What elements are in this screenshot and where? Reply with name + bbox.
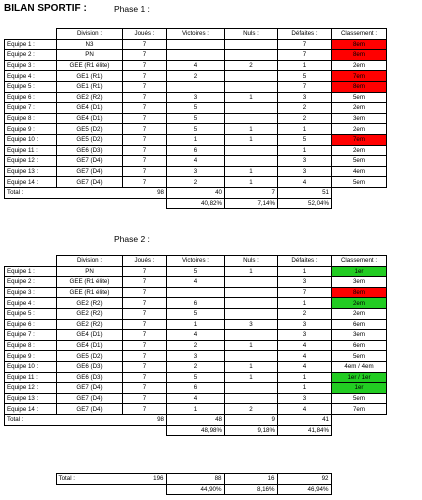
draws-cell: 1 bbox=[225, 340, 278, 351]
team-name: Equipe 12 : bbox=[5, 156, 57, 167]
team-name: Equipe 10 : bbox=[5, 361, 57, 372]
total-losses: 41 bbox=[278, 414, 332, 425]
team-row bbox=[5, 81, 387, 92]
spacer-cell bbox=[332, 414, 387, 425]
losses-cell: 1 bbox=[278, 266, 332, 277]
played-cell: 7 bbox=[123, 60, 167, 71]
ranking-header: Classement : bbox=[332, 256, 387, 267]
grand-total-losses-pct: 46,94% bbox=[277, 484, 331, 495]
team-row bbox=[5, 277, 387, 288]
division-cell: GEE (R1 élite) bbox=[57, 287, 123, 298]
draws-cell bbox=[225, 298, 278, 309]
wins-cell: 4 bbox=[167, 156, 225, 167]
losses-cell: 4 bbox=[278, 361, 332, 372]
draws-header: Nuls : bbox=[225, 29, 278, 40]
team-name: Equipe 1 : bbox=[5, 266, 57, 277]
team-row bbox=[5, 330, 387, 341]
wins-cell: 6 bbox=[167, 298, 225, 309]
wins-cell: 4 bbox=[167, 60, 225, 71]
losses-cell: 1 bbox=[278, 124, 332, 135]
team-name: Equipe 9 : bbox=[5, 124, 57, 135]
ranking-cell: 4em / 4em bbox=[332, 361, 387, 372]
team-name: Equipe 1 : bbox=[5, 39, 57, 50]
wins-cell: 4 bbox=[167, 277, 225, 288]
team-name: Equipe 11 : bbox=[5, 372, 57, 383]
team-row bbox=[5, 372, 387, 383]
grand-total-played: 196 bbox=[122, 474, 166, 485]
draws-header: Nuls : bbox=[225, 256, 278, 267]
spacer-cell bbox=[5, 256, 57, 267]
wins-cell: 2 bbox=[167, 361, 225, 372]
ranking-cell: 7em bbox=[332, 134, 387, 145]
ranking-cell: 3em bbox=[332, 330, 387, 341]
wins-cell: 5 bbox=[167, 372, 225, 383]
team-name: Equipe 14 : bbox=[5, 404, 57, 415]
total-draws: 7 bbox=[225, 187, 278, 198]
team-row bbox=[5, 287, 387, 298]
team-name: Equipe 3 : bbox=[5, 287, 57, 298]
division-cell: GE7 (D4) bbox=[57, 404, 123, 415]
wins-cell: 4 bbox=[167, 393, 225, 404]
played-cell: 7 bbox=[123, 330, 167, 341]
team-name: Equipe 5 : bbox=[5, 81, 57, 92]
played-cell: 7 bbox=[123, 351, 167, 362]
ranking-cell: 8em bbox=[332, 39, 387, 50]
losses-cell: 2 bbox=[278, 103, 332, 114]
phase2-label: Phase 2 : bbox=[114, 234, 150, 244]
played-cell: 7 bbox=[123, 340, 167, 351]
spacer-cell bbox=[4, 474, 56, 485]
wins-cell: 2 bbox=[167, 71, 225, 82]
total-played: 98 bbox=[123, 414, 167, 425]
phase2-table bbox=[4, 255, 387, 436]
ranking-cell: 2em bbox=[332, 298, 387, 309]
draws-cell: 1 bbox=[225, 134, 278, 145]
division-cell: GE2 (R2) bbox=[57, 298, 123, 309]
ranking-cell: 3em bbox=[332, 113, 387, 124]
losses-cell: 1 bbox=[278, 145, 332, 156]
played-cell: 7 bbox=[123, 319, 167, 330]
header-row bbox=[5, 29, 387, 40]
wins-cell: 5 bbox=[167, 266, 225, 277]
losses-cell: 4 bbox=[278, 340, 332, 351]
draws-cell: 1 bbox=[225, 166, 278, 177]
division-cell: GE1 (R1) bbox=[57, 71, 123, 82]
division-cell: GE4 (D1) bbox=[57, 340, 123, 351]
total-wins: 40 bbox=[167, 187, 225, 198]
draws-cell bbox=[225, 351, 278, 362]
played-cell: 7 bbox=[123, 277, 167, 288]
team-name: Equipe 10 : bbox=[5, 134, 57, 145]
ranking-cell: 7em bbox=[332, 404, 387, 415]
played-cell: 7 bbox=[123, 308, 167, 319]
total-row bbox=[5, 187, 387, 198]
team-name: Equipe 8 : bbox=[5, 340, 57, 351]
total-played: 98 bbox=[123, 187, 167, 198]
team-name: Equipe 11 : bbox=[5, 145, 57, 156]
team-name: Equipe 4 : bbox=[5, 71, 57, 82]
played-cell: 7 bbox=[123, 50, 167, 61]
division-cell: GE4 (D1) bbox=[57, 113, 123, 124]
wins-cell: 6 bbox=[167, 145, 225, 156]
played-cell: 7 bbox=[123, 287, 167, 298]
wins-cell: 3 bbox=[167, 166, 225, 177]
team-row bbox=[5, 166, 387, 177]
draws-cell: 1 bbox=[225, 177, 278, 188]
team-row bbox=[5, 39, 387, 50]
team-name: Equipe 2 : bbox=[5, 277, 57, 288]
played-cell: 7 bbox=[123, 71, 167, 82]
team-row bbox=[5, 60, 387, 71]
phase1-label: Phase 1 : bbox=[114, 4, 150, 14]
draws-cell bbox=[225, 308, 278, 319]
wins-cell: 1 bbox=[167, 319, 225, 330]
team-row bbox=[5, 124, 387, 135]
ranking-cell: 2em bbox=[332, 103, 387, 114]
draws-cell bbox=[225, 113, 278, 124]
ranking-cell: 2em bbox=[332, 145, 387, 156]
team-row bbox=[5, 308, 387, 319]
losses-cell: 3 bbox=[278, 156, 332, 167]
losses-cell: 1 bbox=[278, 298, 332, 309]
grand-total-wins: 88 bbox=[166, 474, 224, 485]
spacer-cell bbox=[57, 425, 123, 436]
ranking-cell: 5em bbox=[332, 351, 387, 362]
division-cell: GE5 (D2) bbox=[57, 124, 123, 135]
page-title: BILAN SPORTIF : bbox=[4, 3, 87, 14]
division-cell: GE7 (D4) bbox=[57, 383, 123, 394]
losses-cell: 7 bbox=[278, 39, 332, 50]
spacer-cell bbox=[332, 425, 387, 436]
wins-cell: 5 bbox=[167, 308, 225, 319]
wins-cell: 5 bbox=[167, 124, 225, 135]
losses-cell: 4 bbox=[278, 404, 332, 415]
ranking-cell: 4em bbox=[332, 166, 387, 177]
ranking-cell: 8em bbox=[332, 287, 387, 298]
total-draws: 9 bbox=[225, 414, 278, 425]
division-cell: GE6 (D3) bbox=[57, 361, 123, 372]
team-name: Equipe 5 : bbox=[5, 308, 57, 319]
wins-pct: 40,82% bbox=[167, 198, 225, 209]
draws-cell bbox=[225, 383, 278, 394]
losses-cell: 1 bbox=[278, 383, 332, 394]
draws-cell bbox=[225, 50, 278, 61]
draws-pct: 7,14% bbox=[225, 198, 278, 209]
ranking-cell: 8em bbox=[332, 50, 387, 61]
grand-total-pct-row bbox=[4, 484, 331, 495]
team-name: Equipe 13 : bbox=[5, 166, 57, 177]
spacer-cell bbox=[57, 414, 123, 425]
played-cell: 7 bbox=[123, 92, 167, 103]
ranking-cell: 1er / 1er bbox=[332, 372, 387, 383]
team-row bbox=[5, 103, 387, 114]
played-cell: 7 bbox=[123, 393, 167, 404]
division-cell: PN bbox=[57, 266, 123, 277]
spacer-cell bbox=[5, 29, 57, 40]
draws-cell bbox=[225, 393, 278, 404]
wins-cell: 3 bbox=[167, 351, 225, 362]
division-cell: GE2 (R2) bbox=[57, 319, 123, 330]
division-cell: GE6 (D3) bbox=[57, 145, 123, 156]
total-losses: 51 bbox=[278, 187, 332, 198]
played-cell: 7 bbox=[123, 383, 167, 394]
pct-row bbox=[5, 198, 387, 209]
played-cell: 7 bbox=[123, 103, 167, 114]
team-name: Equipe 8 : bbox=[5, 113, 57, 124]
ranking-cell: 2em bbox=[332, 308, 387, 319]
grand-total-label: Total : bbox=[56, 474, 122, 485]
ranking-cell: 5em bbox=[332, 156, 387, 167]
played-cell: 7 bbox=[123, 39, 167, 50]
team-row bbox=[5, 319, 387, 330]
team-row bbox=[5, 134, 387, 145]
team-row bbox=[5, 145, 387, 156]
team-name: Equipe 7 : bbox=[5, 103, 57, 114]
division-cell: N3 bbox=[57, 39, 123, 50]
team-row bbox=[5, 71, 387, 82]
losses-cell: 3 bbox=[278, 330, 332, 341]
team-name: Equipe 4 : bbox=[5, 298, 57, 309]
wins-header: Victoires : bbox=[167, 256, 225, 267]
team-name: Equipe 6 : bbox=[5, 319, 57, 330]
draws-pct: 9,18% bbox=[225, 425, 278, 436]
losses-cell: 5 bbox=[278, 71, 332, 82]
team-name: Equipe 7 : bbox=[5, 330, 57, 341]
wins-cell: 2 bbox=[167, 177, 225, 188]
draws-cell bbox=[225, 71, 278, 82]
losses-cell: 1 bbox=[278, 372, 332, 383]
spacer-cell bbox=[123, 198, 167, 209]
losses-cell: 7 bbox=[278, 81, 332, 92]
draws-cell: 2 bbox=[225, 404, 278, 415]
division-header: Division : bbox=[57, 29, 123, 40]
division-cell: GE4 (D1) bbox=[57, 330, 123, 341]
division-cell: GEE (R1 élite) bbox=[57, 277, 123, 288]
team-row bbox=[5, 177, 387, 188]
wins-header: Victoires : bbox=[167, 29, 225, 40]
division-cell: GE5 (D2) bbox=[57, 134, 123, 145]
losses-pct: 41,84% bbox=[278, 425, 332, 436]
draws-cell: 2 bbox=[225, 60, 278, 71]
draws-cell: 1 bbox=[225, 92, 278, 103]
division-cell: GEE (R1 élite) bbox=[57, 60, 123, 71]
total-label: Total : bbox=[5, 414, 57, 425]
losses-cell: 3 bbox=[278, 92, 332, 103]
division-cell: GE6 (D3) bbox=[57, 372, 123, 383]
played-cell: 7 bbox=[123, 156, 167, 167]
spacer-cell bbox=[5, 425, 57, 436]
grand-total-draws-pct: 8,16% bbox=[224, 484, 277, 495]
spacer-cell bbox=[332, 187, 387, 198]
ranking-cell: 2em bbox=[332, 124, 387, 135]
division-header: Division : bbox=[57, 256, 123, 267]
wins-cell: 5 bbox=[167, 103, 225, 114]
division-cell: GE7 (D4) bbox=[57, 156, 123, 167]
wins-cell bbox=[167, 50, 225, 61]
spacer-cell bbox=[5, 198, 57, 209]
division-cell: GE2 (R2) bbox=[57, 92, 123, 103]
team-row bbox=[5, 404, 387, 415]
draws-cell bbox=[225, 330, 278, 341]
team-row bbox=[5, 92, 387, 103]
team-name: Equipe 12 : bbox=[5, 383, 57, 394]
played-cell: 7 bbox=[123, 177, 167, 188]
team-row bbox=[5, 298, 387, 309]
wins-cell bbox=[167, 81, 225, 92]
wins-cell: 2 bbox=[167, 340, 225, 351]
played-cell: 7 bbox=[123, 145, 167, 156]
draws-cell bbox=[225, 103, 278, 114]
played-cell: 7 bbox=[123, 266, 167, 277]
played-header: Joués : bbox=[123, 256, 167, 267]
team-name: Equipe 13 : bbox=[5, 393, 57, 404]
wins-cell: 3 bbox=[167, 92, 225, 103]
losses-cell: 7 bbox=[278, 50, 332, 61]
phase1-table bbox=[4, 28, 387, 209]
grand-total-row bbox=[4, 474, 331, 485]
ranking-cell: 8em bbox=[332, 81, 387, 92]
losses-cell: 4 bbox=[278, 351, 332, 362]
ranking-cell: 5em bbox=[332, 92, 387, 103]
team-row bbox=[5, 361, 387, 372]
division-cell: PN bbox=[57, 50, 123, 61]
total-label: Total : bbox=[5, 187, 57, 198]
played-cell: 7 bbox=[123, 361, 167, 372]
division-cell: GE7 (D4) bbox=[57, 177, 123, 188]
pct-row bbox=[5, 425, 387, 436]
division-cell: GE7 (D4) bbox=[57, 393, 123, 404]
team-row bbox=[5, 393, 387, 404]
wins-cell: 5 bbox=[167, 113, 225, 124]
team-row bbox=[5, 156, 387, 167]
team-row bbox=[5, 383, 387, 394]
draws-cell: 1 bbox=[225, 361, 278, 372]
draws-cell bbox=[225, 81, 278, 92]
losses-cell: 5 bbox=[278, 134, 332, 145]
wins-cell: 1 bbox=[167, 404, 225, 415]
ranking-cell: 5em bbox=[332, 393, 387, 404]
team-row bbox=[5, 50, 387, 61]
team-row bbox=[5, 340, 387, 351]
team-name: Equipe 14 : bbox=[5, 177, 57, 188]
wins-cell: 1 bbox=[167, 134, 225, 145]
losses-cell: 3 bbox=[278, 277, 332, 288]
division-cell: GE5 (D2) bbox=[57, 351, 123, 362]
spacer-cell bbox=[332, 198, 387, 209]
spacer-cell bbox=[123, 425, 167, 436]
division-cell: GE1 (R1) bbox=[57, 81, 123, 92]
played-cell: 7 bbox=[123, 113, 167, 124]
losses-header: Défaites : bbox=[278, 256, 332, 267]
team-name: Equipe 2 : bbox=[5, 50, 57, 61]
played-cell: 7 bbox=[123, 134, 167, 145]
draws-cell: 1 bbox=[225, 372, 278, 383]
grand-total-wins-pct: 44,90% bbox=[166, 484, 224, 495]
division-cell: GE4 (D1) bbox=[57, 103, 123, 114]
losses-cell: 3 bbox=[278, 166, 332, 177]
wins-cell: 4 bbox=[167, 330, 225, 341]
draws-cell: 3 bbox=[225, 319, 278, 330]
team-row bbox=[5, 113, 387, 124]
played-cell: 7 bbox=[123, 81, 167, 92]
team-row bbox=[5, 266, 387, 277]
total-wins: 48 bbox=[167, 414, 225, 425]
losses-header: Défaites : bbox=[278, 29, 332, 40]
ranking-cell: 5em bbox=[332, 177, 387, 188]
draws-cell bbox=[225, 277, 278, 288]
header-row bbox=[5, 256, 387, 267]
wins-cell: 6 bbox=[167, 383, 225, 394]
losses-pct: 52,04% bbox=[278, 198, 332, 209]
spacer-cell bbox=[56, 484, 122, 495]
losses-cell: 4 bbox=[278, 177, 332, 188]
spacer-cell bbox=[4, 484, 56, 495]
played-cell: 7 bbox=[123, 404, 167, 415]
ranking-cell: 1er bbox=[332, 383, 387, 394]
division-cell: GE2 (R2) bbox=[57, 308, 123, 319]
spacer-cell bbox=[122, 484, 166, 495]
wins-cell bbox=[167, 39, 225, 50]
spacer-cell bbox=[57, 198, 123, 209]
played-cell: 7 bbox=[123, 298, 167, 309]
draws-cell: 1 bbox=[225, 266, 278, 277]
grand-total-draws: 16 bbox=[224, 474, 277, 485]
grand-total-losses: 92 bbox=[277, 474, 331, 485]
ranking-cell: 3em bbox=[332, 277, 387, 288]
draws-cell: 1 bbox=[225, 124, 278, 135]
draws-cell bbox=[225, 156, 278, 167]
team-name: Equipe 9 : bbox=[5, 351, 57, 362]
division-cell: GE7 (D4) bbox=[57, 166, 123, 177]
team-name: Equipe 3 : bbox=[5, 60, 57, 71]
losses-cell: 7 bbox=[278, 287, 332, 298]
played-cell: 7 bbox=[123, 166, 167, 177]
team-row bbox=[5, 351, 387, 362]
grand-total-table bbox=[4, 473, 332, 495]
ranking-cell: 7em bbox=[332, 71, 387, 82]
ranking-cell: 1er bbox=[332, 266, 387, 277]
losses-cell: 2 bbox=[278, 308, 332, 319]
ranking-cell: 6em bbox=[332, 340, 387, 351]
losses-cell: 1 bbox=[278, 60, 332, 71]
draws-cell bbox=[225, 287, 278, 298]
wins-pct: 48,98% bbox=[167, 425, 225, 436]
ranking-cell: 6em bbox=[332, 319, 387, 330]
played-cell: 7 bbox=[123, 124, 167, 135]
ranking-header: Classement : bbox=[332, 29, 387, 40]
team-name: Equipe 6 : bbox=[5, 92, 57, 103]
draws-cell bbox=[225, 145, 278, 156]
draws-cell bbox=[225, 39, 278, 50]
ranking-cell: 2em bbox=[332, 60, 387, 71]
wins-cell bbox=[167, 287, 225, 298]
losses-cell: 2 bbox=[278, 113, 332, 124]
losses-cell: 3 bbox=[278, 393, 332, 404]
played-cell: 7 bbox=[123, 372, 167, 383]
losses-cell: 3 bbox=[278, 319, 332, 330]
total-row bbox=[5, 414, 387, 425]
played-header: Joués : bbox=[123, 29, 167, 40]
spacer-cell bbox=[57, 187, 123, 198]
